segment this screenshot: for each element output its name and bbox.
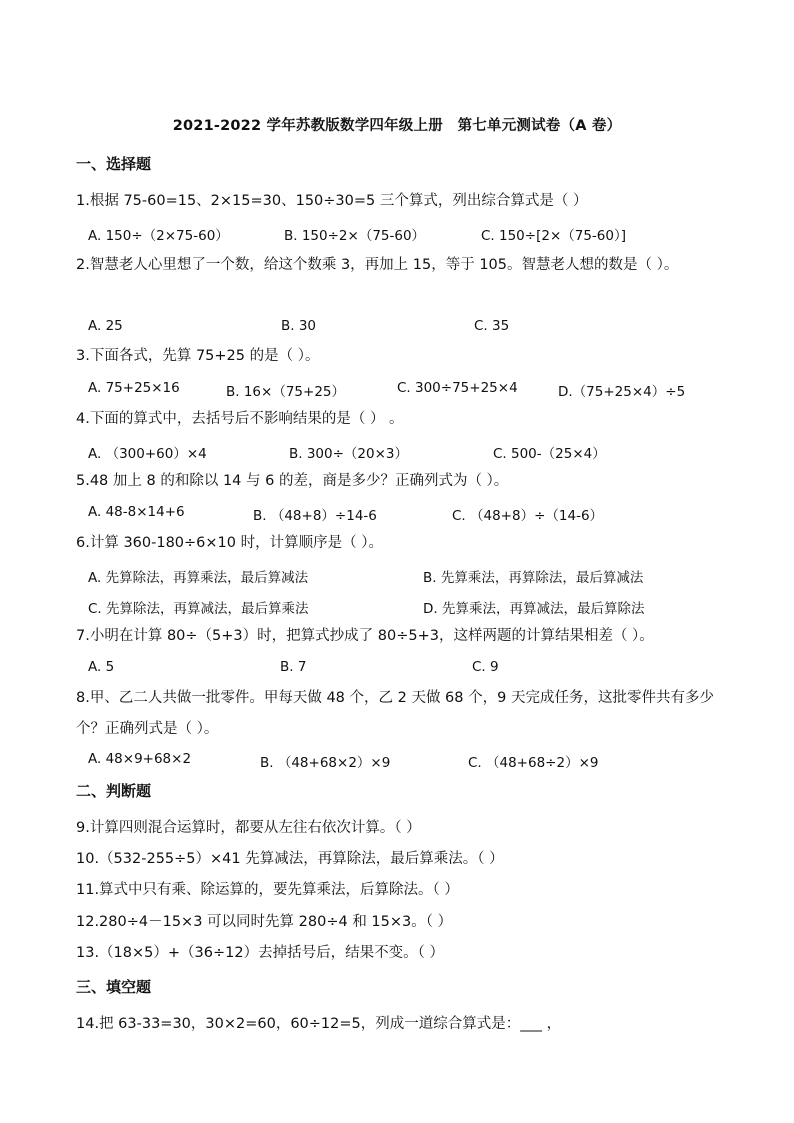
question-1: 1.根据 75-60=15、2×15=30、150÷30=5 三个算式，列出综合算式是（ ） — [76, 193, 588, 209]
question-11: 11.算式中只有乘、除运算的，要先算乘法，后算除法。（ ） — [76, 882, 459, 898]
option-2b: B. 30 — [281, 318, 317, 334]
question-2: 2.智慧老人心里想了一个数，给这个数乘 3，再加上 15，等于 105。智慧老人想的数是（ ）。 — [76, 257, 679, 273]
options-4 — [88, 442, 728, 464]
option-4b: B. 300÷（20×3） — [289, 446, 409, 462]
option-4a: A. （300+60）×4 — [88, 446, 207, 462]
option-8a: A. 48×9+68×2 — [88, 751, 192, 767]
page-title: 2021-2022 学年苏教版数学四年级上册 第七单元测试卷（A 卷） — [172, 118, 622, 134]
option-2a: A. 25 — [88, 318, 123, 334]
options-6-row1 — [88, 566, 728, 588]
options-7 — [88, 659, 728, 681]
option-6b: B. 先算乘法，再算除法，最后算减法 — [423, 570, 644, 586]
question-4: 4.下面的算式中，去括号后不影响结果的是（ ） 。 — [76, 411, 404, 427]
options-1 — [88, 224, 728, 246]
section-heading-judge: 二、判断题 — [76, 782, 152, 800]
option-7b: B. 7 — [280, 659, 307, 675]
options-5 — [88, 504, 728, 526]
options-3 — [88, 380, 728, 402]
option-5b: B. （48+8）÷14-6 — [253, 508, 377, 524]
option-7c: C. 9 — [472, 659, 499, 675]
option-1c: C. 150÷[2×（75-60）] — [481, 228, 626, 244]
question-3: 3.下面各式，先算 75+25 的是（ ）。 — [76, 348, 320, 364]
option-6c: C. 先算除法，再算减法，最后算乘法 — [88, 601, 309, 617]
question-8: 8.甲、乙二人共做一批零件。甲每天做 48 个，乙 2 天做 68 个，9 天完成任务，这批零件共有多少个？正确列式是（ ）。 — [76, 690, 714, 737]
option-2c: C. 35 — [474, 318, 510, 334]
option-6a: A. 先算除法，再算乘法，最后算减法 — [88, 570, 309, 586]
question-9: 9.计算四则混合运算时，都要从左往右依次计算。（ ） — [76, 820, 421, 836]
option-8b: B. （48+68×2）×9 — [260, 755, 391, 771]
option-5a: A. 48-8×14+6 — [88, 504, 185, 520]
option-3b: B. 16×（75+25） — [226, 384, 346, 400]
option-7a: A. 5 — [88, 659, 115, 675]
question-5: 5.48 加上 8 的和除以 14 与 6 的差，商是多少？正确列式为（ ）。 — [76, 473, 509, 489]
question-13: 13.（18×5）+（36÷12）去掉括号后，结果不变。（ ） — [76, 945, 444, 961]
option-3a: A. 75+25×16 — [88, 380, 180, 396]
question-14: 14.把 63-33=30，30×2=60，60÷12=5，列成一道综合算式是：___ ， — [76, 1016, 562, 1032]
section-heading-choice: 一、选择题 — [76, 155, 152, 173]
question-10: 10.（532-255÷5）×41 先算减法，再算除法，最后算乘法。（ ） — [76, 851, 504, 867]
option-1b: B. 150÷2×（75-60） — [284, 228, 426, 244]
section-heading-fill: 三、填空题 — [76, 978, 152, 996]
question-7: 7.小明在计算 80÷（5+3）时，把算式抄成了 80÷5+3，这样两题的计算结果相差（ ）。 — [76, 628, 654, 644]
option-6d: D. 先算乘法，再算减法，最后算除法 — [423, 601, 645, 617]
option-1a: A. 150÷（2×75-60） — [88, 228, 229, 244]
option-8c: C. （48+68÷2）×9 — [468, 755, 599, 771]
options-2 — [88, 318, 728, 340]
option-4c: C. 500-（25×4） — [493, 446, 606, 462]
option-3d: D.（75+25×4）÷5 — [558, 384, 686, 400]
option-5c: C. （48+8）÷（14-6） — [452, 508, 604, 524]
options-6-row2 — [88, 597, 728, 619]
option-3c: C. 300÷75+25×4 — [397, 380, 518, 396]
options-8 — [88, 751, 728, 773]
question-12: 12.280÷4－15×3 可以同时先算 280÷4 和 15×3。（ ） — [76, 914, 453, 930]
question-6: 6.计算 360-180÷6×10 时，计算顺序是（ ）。 — [76, 535, 383, 551]
